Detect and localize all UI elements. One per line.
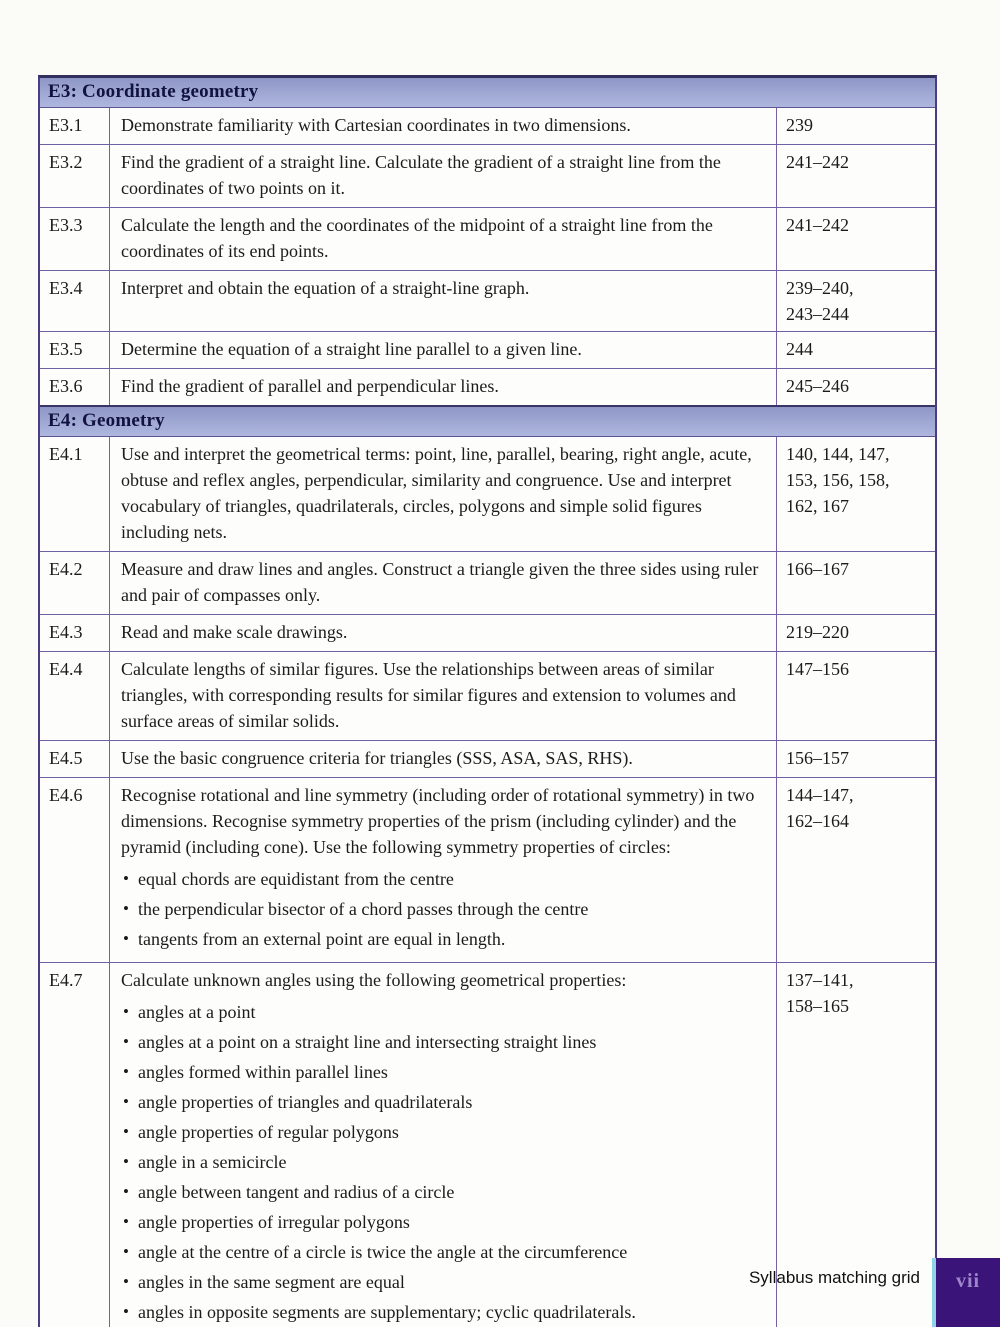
page-ref-line: 244 bbox=[786, 339, 813, 359]
page-ref-line: 243–244 bbox=[786, 304, 849, 324]
section-header bbox=[40, 405, 935, 437]
row-description: Interpret and obtain the equation of a straight-line graph. bbox=[121, 278, 530, 298]
row-description: Calculate the length and the coordinates of the midpoint of a straight line from the coordinates of its end points. bbox=[121, 215, 713, 261]
page-ref-line: 153, 156, 158, bbox=[786, 470, 890, 490]
row-description-cell bbox=[110, 741, 777, 777]
row-code: E3.6 bbox=[40, 369, 110, 405]
bullet-item: • angle at the centre of a circle is twice the angle at the circumference bbox=[123, 1237, 764, 1267]
section-header-label: E4: Geometry bbox=[48, 410, 165, 431]
page-ref-line: 147–156 bbox=[786, 659, 849, 679]
bullet-item: • angles formed within parallel lines bbox=[123, 1057, 764, 1087]
page-ref-line: 144–147, bbox=[786, 785, 854, 805]
bullet-item: • angles at a point bbox=[123, 997, 764, 1027]
page-ref-line: 219–220 bbox=[786, 622, 849, 642]
row-pages bbox=[777, 437, 935, 551]
bullet-item: • angles in the same segment are equal bbox=[123, 1267, 764, 1297]
table-row bbox=[40, 368, 935, 405]
row-code: E4.2 bbox=[40, 552, 110, 614]
row-pages bbox=[777, 652, 935, 740]
row-pages bbox=[777, 615, 935, 651]
row-pages bbox=[777, 332, 935, 368]
syllabus-matching-table bbox=[38, 75, 937, 1327]
footer-label: Syllabus matching grid bbox=[748, 1268, 920, 1287]
page-ref-line: 162, 167 bbox=[786, 496, 849, 516]
bullet-item: • the perpendicular bisector of a chord passes through the centre bbox=[123, 894, 764, 924]
page-ref-line: 140, 144, 147, bbox=[786, 444, 890, 464]
row-code: E3.1 bbox=[40, 108, 110, 144]
page-ref-line: 156–157 bbox=[786, 748, 849, 768]
page-ref-line: 245–246 bbox=[786, 376, 849, 396]
row-description-cell bbox=[110, 615, 777, 651]
page-ref-line: 166–167 bbox=[786, 559, 849, 579]
page-ref-line: 239–240, bbox=[786, 278, 854, 298]
row-description: Calculate unknown angles using the following geometrical properties: bbox=[121, 970, 627, 990]
row-description-cell bbox=[110, 437, 777, 551]
row-pages bbox=[777, 208, 935, 270]
page-ref-line: 162–164 bbox=[786, 811, 849, 831]
bullet-item: • angle properties of irregular polygons bbox=[123, 1207, 764, 1237]
row-pages bbox=[777, 145, 935, 207]
page-ref-line: 241–242 bbox=[786, 152, 849, 172]
bullet-item: • equal chords are equidistant from the centre bbox=[123, 864, 764, 894]
row-description: Measure and draw lines and angles. Construct a triangle given the three sides using ruler and pair of compasses only. bbox=[121, 559, 759, 605]
row-description-cell bbox=[110, 332, 777, 368]
row-code: E4.4 bbox=[40, 652, 110, 740]
row-code: E3.2 bbox=[40, 145, 110, 207]
bullet-item: • angles at a point on a straight line and intersecting straight lines bbox=[123, 1027, 764, 1057]
row-pages bbox=[777, 369, 935, 405]
bullet-list bbox=[121, 997, 764, 1327]
row-pages bbox=[777, 552, 935, 614]
table-row bbox=[40, 777, 935, 962]
row-description-cell bbox=[110, 108, 777, 144]
row-code: E4.5 bbox=[40, 741, 110, 777]
table-row bbox=[40, 740, 935, 777]
page-ref-line: 158–165 bbox=[786, 996, 849, 1016]
page-number-box bbox=[932, 1258, 1000, 1327]
table-row bbox=[40, 144, 935, 207]
row-description: Recognise rotational and line symmetry (including order of rotational symmetry) in two dimensions. Recognise symmetry properties of the prism (including cylinder) and the pyramid (including cone). Use the following symmetry properties of circles: bbox=[121, 785, 755, 857]
row-description: Demonstrate familiarity with Cartesian coordinates in two dimensions. bbox=[121, 115, 631, 135]
row-code: E3.5 bbox=[40, 332, 110, 368]
bullet-item: • angle properties of triangles and quadrilaterals bbox=[123, 1087, 764, 1117]
page-ref-line: 241–242 bbox=[786, 215, 849, 235]
page-ref-line: 239 bbox=[786, 115, 813, 135]
bullet-item: • angle between tangent and radius of a circle bbox=[123, 1177, 764, 1207]
row-description-cell bbox=[110, 552, 777, 614]
row-code: E3.4 bbox=[40, 271, 110, 331]
row-description-cell bbox=[110, 208, 777, 270]
row-pages bbox=[777, 778, 935, 962]
row-description-cell bbox=[110, 778, 777, 962]
table-row bbox=[40, 207, 935, 270]
row-description: Find the gradient of parallel and perpendicular lines. bbox=[121, 376, 499, 396]
row-description: Determine the equation of a straight line parallel to a given line. bbox=[121, 339, 582, 359]
row-code: E4.7 bbox=[40, 963, 110, 1327]
row-description-cell bbox=[110, 963, 777, 1327]
row-pages bbox=[777, 108, 935, 144]
row-pages bbox=[777, 741, 935, 777]
table-row bbox=[40, 437, 935, 551]
page-ref-line: 137–141, bbox=[786, 970, 854, 990]
bullet-item: • angles in opposite segments are supplementary; cyclic quadrilaterals. bbox=[123, 1297, 764, 1327]
table-row bbox=[40, 331, 935, 368]
table-row bbox=[40, 108, 935, 144]
row-description: Use and interpret the geometrical terms: point, line, parallel, bearing, right angle, acute, obtuse and reflex angles, perpendicular, similarity and congruence. Use and interpret vocabulary of triangles, quadrilaterals, circles, polygons and simple solid figures including nets. bbox=[121, 444, 752, 542]
bullet-item: • angle properties of regular polygons bbox=[123, 1117, 764, 1147]
page-number: vii bbox=[955, 1270, 981, 1292]
row-pages bbox=[777, 271, 935, 331]
row-description-cell bbox=[110, 652, 777, 740]
row-description: Use the basic congruence criteria for triangles (SSS, ASA, SAS, RHS). bbox=[121, 748, 633, 768]
row-description: Calculate lengths of similar figures. Use the relationships between areas of similar triangles, with corresponding results for similar figures and extension to volumes and surface areas of similar solids. bbox=[121, 659, 736, 731]
row-code: E4.1 bbox=[40, 437, 110, 551]
row-code: E3.3 bbox=[40, 208, 110, 270]
row-description-cell bbox=[110, 271, 777, 331]
row-code: E4.3 bbox=[40, 615, 110, 651]
row-description-cell bbox=[110, 369, 777, 405]
section-header-label: E3: Coordinate geometry bbox=[48, 81, 259, 102]
bullet-item: • tangents from an external point are equal in length. bbox=[123, 924, 764, 954]
row-code: E4.6 bbox=[40, 778, 110, 962]
table-row bbox=[40, 651, 935, 740]
table-row bbox=[40, 551, 935, 614]
table-row bbox=[40, 614, 935, 651]
bullet-item: • angle in a semicircle bbox=[123, 1147, 764, 1177]
row-description-cell bbox=[110, 145, 777, 207]
section-header bbox=[40, 78, 935, 108]
bullet-list bbox=[121, 864, 764, 954]
row-description: Read and make scale drawings. bbox=[121, 622, 348, 642]
row-description: Find the gradient of a straight line. Calculate the gradient of a straight line from the coordinates of two points on it. bbox=[121, 152, 721, 198]
table-row bbox=[40, 270, 935, 331]
